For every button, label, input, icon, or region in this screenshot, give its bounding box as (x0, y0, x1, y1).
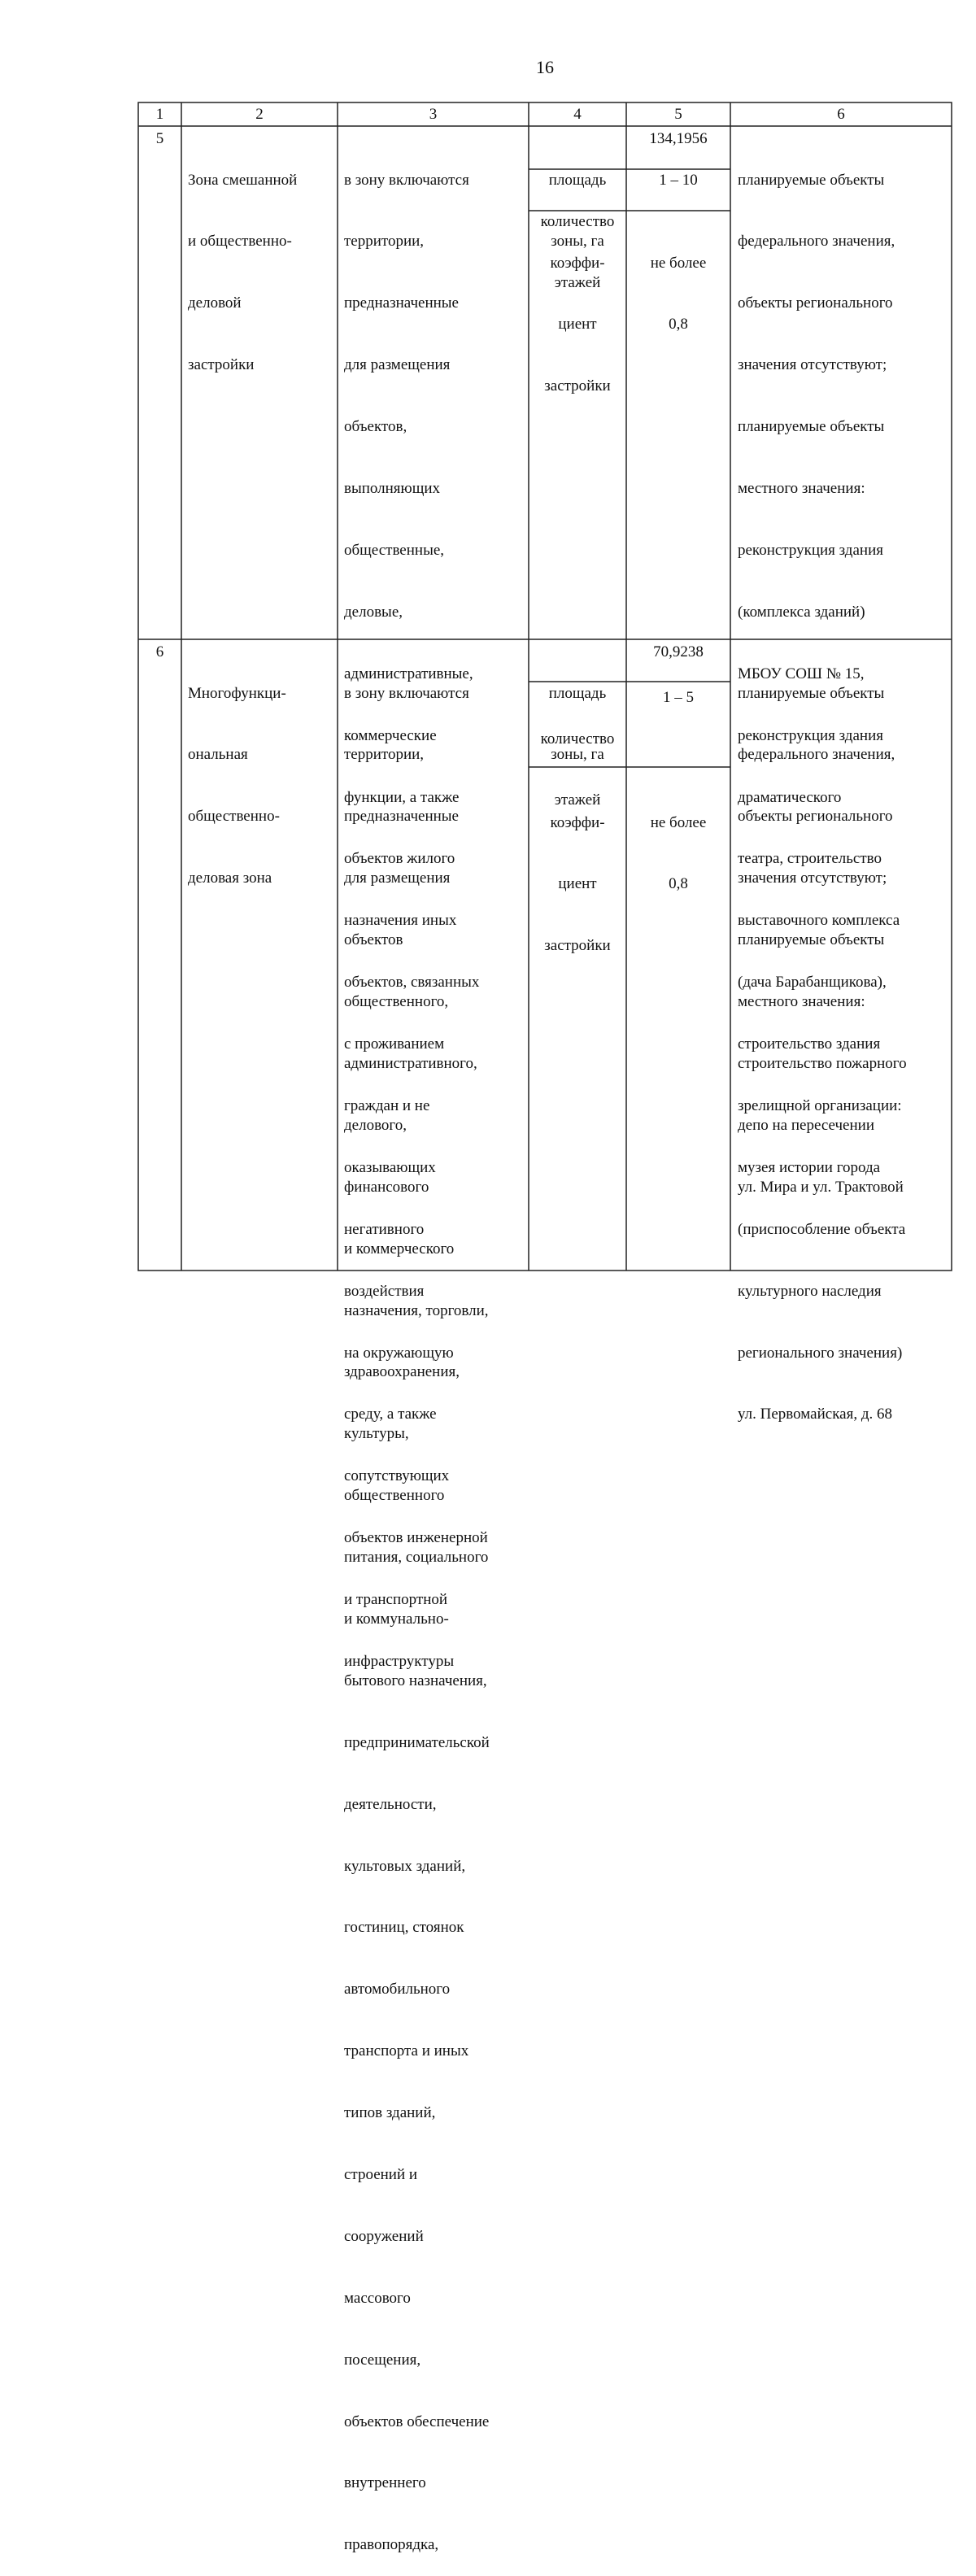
description-line: территории, (344, 746, 425, 764)
param-value-coverage (626, 771, 730, 915)
row-number: 6 (155, 643, 164, 660)
description-line: здравоохранения, (344, 1363, 460, 1381)
description-line: в зону включаются (344, 684, 469, 702)
param-name-line: застройки (544, 377, 611, 395)
zone-name-line: общественно- (188, 808, 280, 826)
param-value-floors: 1 – 5 (663, 689, 694, 706)
description-line: коммерческие (344, 726, 437, 744)
objects-line: драматического (738, 788, 842, 806)
objects-line: ул. Мира и ул. Трактовой (738, 1178, 904, 1196)
param-value-line: 0,8 (669, 875, 688, 893)
objects-line: реконструкция здания (738, 541, 883, 559)
description-line: деятельности, (344, 1795, 437, 1813)
objects-line: депо на пересечении (738, 1116, 874, 1134)
objects-line: планируемые объекты (738, 418, 885, 436)
zone-name-line: застройки (188, 356, 255, 374)
objects-line: театра, строительство (738, 850, 882, 868)
description-line: назначения, торговли, (344, 1301, 489, 1319)
zone-name-line: ональная (188, 746, 248, 764)
objects-line: реконструкция здания (738, 726, 883, 744)
param-value-line: 0,8 (669, 316, 688, 333)
description-line: автомобильного (344, 1981, 451, 1998)
description-line: административного, (344, 1054, 477, 1072)
description-line: негативного (344, 1220, 425, 1238)
objects-line: выставочного комплекса (738, 912, 900, 930)
header-col-6: 6 (837, 106, 845, 123)
objects-line: федерального значения, (738, 233, 895, 251)
header-col-4: 4 (573, 106, 582, 123)
param-name-line: зоны, га (551, 233, 604, 251)
objects-line: строительство пожарного (738, 1054, 907, 1072)
planned-objects (738, 642, 907, 1218)
objects-line: значения отсутствуют; (738, 356, 887, 374)
description-line: массового (344, 2289, 411, 2307)
param-name-line: количество (540, 212, 615, 230)
description-line: выполняющих (344, 480, 441, 498)
param-name-line: коэффи- (550, 254, 605, 272)
description-line: функции, а также (344, 788, 460, 806)
description-line: на окружающую (344, 1344, 454, 1362)
objects-line: планируемые объекты (738, 171, 885, 189)
param-name-line: этажей (554, 791, 601, 809)
header-col-1: 1 (155, 106, 164, 123)
description-line: общественного (344, 1487, 445, 1505)
zone-name (188, 642, 286, 909)
description-line: объектов, связанных (344, 974, 480, 992)
param-value-floors: 1 – 10 (659, 172, 698, 189)
param-name-line: площадь (548, 684, 607, 702)
param-name-coverage (529, 211, 626, 417)
description-line: для размещения (344, 870, 451, 887)
description-line: административные, (344, 665, 473, 682)
objects-line: местного значения: (738, 993, 865, 1011)
objects-line: строительство здания (738, 1035, 881, 1053)
objects-line: значения отсутствуют; (738, 870, 887, 887)
objects-line: (комплекса зданий) (738, 603, 865, 621)
description-line: и коммунально- (344, 1610, 449, 1628)
description-line: сопутствующих (344, 1467, 450, 1485)
zone-name (188, 129, 297, 396)
param-name-line: циент (558, 875, 597, 893)
objects-line: ул. Первомайская, д. 68 (738, 1406, 892, 1423)
header-col-5: 5 (674, 106, 682, 123)
objects-line: объекты регионального (738, 294, 893, 312)
objects-line: местного значения: (738, 480, 865, 498)
zone-name-line: деловой (188, 294, 242, 312)
row-number: 5 (155, 130, 164, 147)
param-name-line: площадь (548, 171, 607, 189)
param-name-line: застройки (544, 937, 611, 955)
param-value-area: 70,9238 (653, 643, 704, 660)
zone-description (344, 642, 490, 2576)
description-line: питания, социального (344, 1549, 489, 1567)
description-line: объектов инженерной (344, 1529, 488, 1547)
objects-line: (дача Барабанщикова), (738, 974, 887, 992)
description-line: среду, а также (344, 1406, 437, 1423)
header-col-3: 3 (429, 106, 438, 123)
page-number: 16 (536, 57, 554, 77)
objects-line: объекты регионального (738, 808, 893, 826)
description-line: воздействия (344, 1282, 425, 1300)
description-line: сооружений (344, 2227, 424, 2245)
description-line: с проживанием (344, 1035, 445, 1053)
description-line: правопорядка, (344, 2536, 439, 2554)
objects-line: музея истории города (738, 1158, 881, 1176)
description-line: и коммерческого (344, 1240, 455, 1257)
description-line: гостиниц, стоянок (344, 1919, 464, 1937)
description-line: граждан и не (344, 1096, 430, 1114)
description-line: предназначенные (344, 294, 459, 312)
description-line: финансового (344, 1178, 429, 1196)
objects-line: федерального значения, (738, 746, 895, 764)
description-line: объектов, (344, 418, 407, 436)
zone-name-line: Многофункци- (188, 684, 286, 702)
description-line: в зону включаются (344, 171, 469, 189)
objects-line: зрелищной организации: (738, 1096, 902, 1114)
description-line: делового, (344, 1116, 407, 1134)
objects-line: культурного наследия (738, 1282, 882, 1300)
param-name-line: циент (558, 316, 597, 333)
header-col-2: 2 (255, 106, 264, 123)
param-name-line: зоны, га (551, 746, 604, 764)
description-line: посещения, (344, 2351, 421, 2369)
param-value-line: не более (650, 254, 707, 272)
description-line: для размещения (344, 356, 451, 374)
objects-line: планируемые объекты (738, 684, 885, 702)
zone-name-line: Зона смешанной (188, 171, 298, 189)
description-line: объектов (344, 931, 403, 949)
param-name-line: этажей (554, 274, 601, 292)
param-name-coverage (529, 771, 626, 977)
description-line: объектов жилого (344, 850, 455, 868)
description-line: транспорта и иных (344, 2042, 469, 2060)
param-value-line: не более (650, 813, 707, 831)
param-name-line: количество (540, 730, 615, 748)
description-line: объектов обеспечение (344, 2413, 490, 2430)
description-line: общественного, (344, 993, 449, 1011)
description-line: общественные, (344, 541, 445, 559)
param-value-area: 134,1956 (649, 130, 708, 147)
description-line: предпринимательской (344, 1733, 490, 1751)
zone-name-line: деловая зона (188, 870, 272, 887)
description-line: культуры, (344, 1425, 409, 1443)
description-line: назначения иных (344, 912, 457, 930)
description-line: территории, (344, 233, 425, 251)
description-line: типов зданий, (344, 2104, 436, 2122)
description-line: строений и (344, 2165, 418, 2183)
description-line: внутреннего (344, 2474, 426, 2492)
zone-name-line: и общественно- (188, 233, 292, 251)
description-line: деловые, (344, 603, 403, 621)
objects-line: (приспособление объекта (738, 1220, 906, 1238)
objects-line: МБОУ СОШ № 15, (738, 665, 865, 682)
description-line: культовых зданий, (344, 1857, 466, 1875)
objects-line: регионального значения) (738, 1344, 903, 1362)
param-name-line: коэффи- (550, 813, 605, 831)
description-line: бытового назначения, (344, 1672, 487, 1689)
objects-line: планируемые объекты (738, 931, 885, 949)
description-line: предназначенные (344, 808, 459, 826)
description-line: инфраструктуры (344, 1652, 455, 1670)
description-line: и транспортной (344, 1591, 448, 1609)
description-line: оказывающих (344, 1158, 436, 1176)
param-value-coverage (626, 211, 730, 355)
